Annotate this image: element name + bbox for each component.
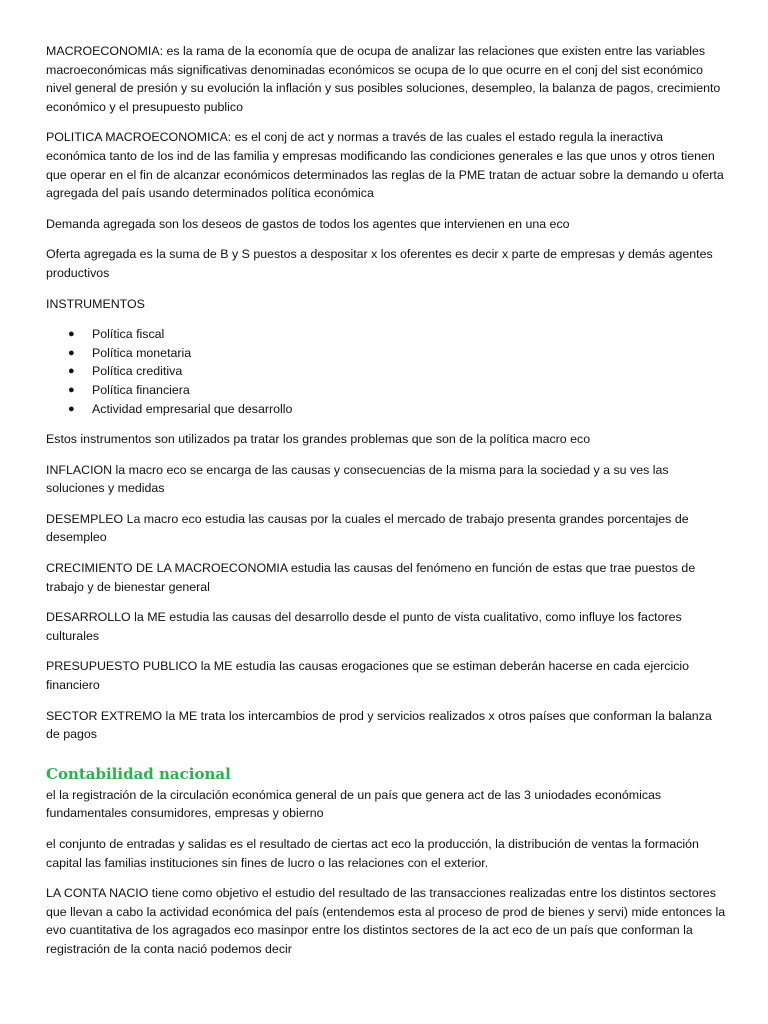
bullet-icon: ● (68, 328, 75, 341)
list-item-text: Política creditiva (92, 364, 183, 379)
paragraph-macroeconomia: MACROECONOMIA: es la rama de la economía que de ocupa de analizar las relaciones que existen entre las variables macroeconómicas más significativas denominadas económicos se ocupa de lo que ocurre en el conj del sist económico nivel general de presión y su evolución la inflación y sus posibles soluciones, desempleo, la balanza de pagos, crecimiento económico y el presupuesto publico (46, 44, 721, 114)
paragraph-politica-macroeconomica: POLITICA MACROECONOMICA: es el conj de act y normas a través de las cuales el estado regula la ineractiva económica tanto de los ind de las familia y empresas modificando las condiciones generales e las que unos y otros tienen que operar en el fin de alcanzar económicos determinados las reglas de la PME tratan de actuar sobre la demando u oferta agregada del país usando determinados política económica (46, 130, 724, 201)
list-item (68, 325, 726, 344)
list-item-text: Política monetaria (92, 345, 192, 360)
paragraph-registracion: el la registración de la circulación económica general de un país que genera act de las 3 uniodades económicas fundamentales consumidores, empresas y obierno (46, 787, 662, 821)
list-item (68, 400, 726, 419)
list-item-text: Política financiera (92, 382, 190, 397)
list-item (68, 381, 726, 400)
paragraph-desarrollo: DESARROLLO la ME estudia las causas del desarrollo desde el punto de vista cualitativo, como influye los factores culturales (46, 610, 682, 643)
paragraph-inflacion: INFLACION la macro eco se encarga de las causas y consecuencias de la misma para la sociedad y a su ves las soluciones y medidas (46, 462, 669, 496)
list-item-text: Actividad empresarial que desarrollo (92, 401, 293, 416)
list-item-text: Política fiscal (92, 327, 165, 342)
paragraph-presupuesto: PRESUPUESTO PUBLICO la ME estudia las causas erogaciones que se estiman deberán hacerse en cada ejercicio financiero (46, 659, 690, 693)
paragraph-conta-nacio: LA CONTA NACIO tiene como objetivo el estudio del resultado de las transacciones realizadas entre los distintos sectores que llevan a cabo la actividad económica del país (entendemos esta al proceso de prod de bienes y servi) mide entonces la evo cuantitativa de los agragados eco masinpor entre los distintos sectores de la act eco de un país que conforman la registración de la conta nació podemos decir (46, 886, 726, 956)
list-item (68, 344, 726, 363)
paragraph-oferta-agregada: Oferta agregada es la suma de B y S puestos a despositar x los oferentes es decir x parte de empresas y demás agentes productivos (46, 247, 713, 280)
section-heading: Contabilidad nacional (46, 764, 231, 783)
paragraph-instrumentos-uso: Estos instrumentos son utilizados pa tratar los grandes problemas que son de la política macro eco (46, 432, 591, 447)
paragraph-sector-extremo: SECTOR EXTREMO la ME trata los intercambios de prod y servicios realizados x otros países que conforman la balanza de pagos (46, 708, 712, 742)
bullet-icon: ● (68, 383, 75, 396)
instruments-title: INSTRUMENTOS (46, 296, 145, 311)
list-item (68, 362, 726, 381)
document-page (46, 42, 726, 971)
paragraph-entradas-salidas: el conjunto de entradas y salidas es el resultado de ciertas act eco la producción, la distribución de ventas la formación capital las familias instituciones sin fines de lucro o las relaciones con el exterior. (46, 837, 699, 870)
paragraph-demanda-agregada: Demanda agregada son los deseos de gastos de todos los agentes que intervienen en una eco (46, 216, 570, 231)
bullet-icon: ● (68, 365, 75, 378)
bullet-icon: ● (68, 402, 75, 415)
bullet-icon: ● (68, 346, 75, 359)
paragraph-desempleo: DESEMPLEO La macro eco estudia las causas por la cuales el mercado de trabajo presenta grandes porcentajes de desempleo (46, 511, 689, 545)
paragraph-crecimiento: CRECIMIENTO DE LA MACROECONOMIA estudia las causas del fenómeno en función de estas que trae puestos de trabajo y de bienestar general (46, 561, 696, 594)
instruments-list (46, 325, 726, 418)
